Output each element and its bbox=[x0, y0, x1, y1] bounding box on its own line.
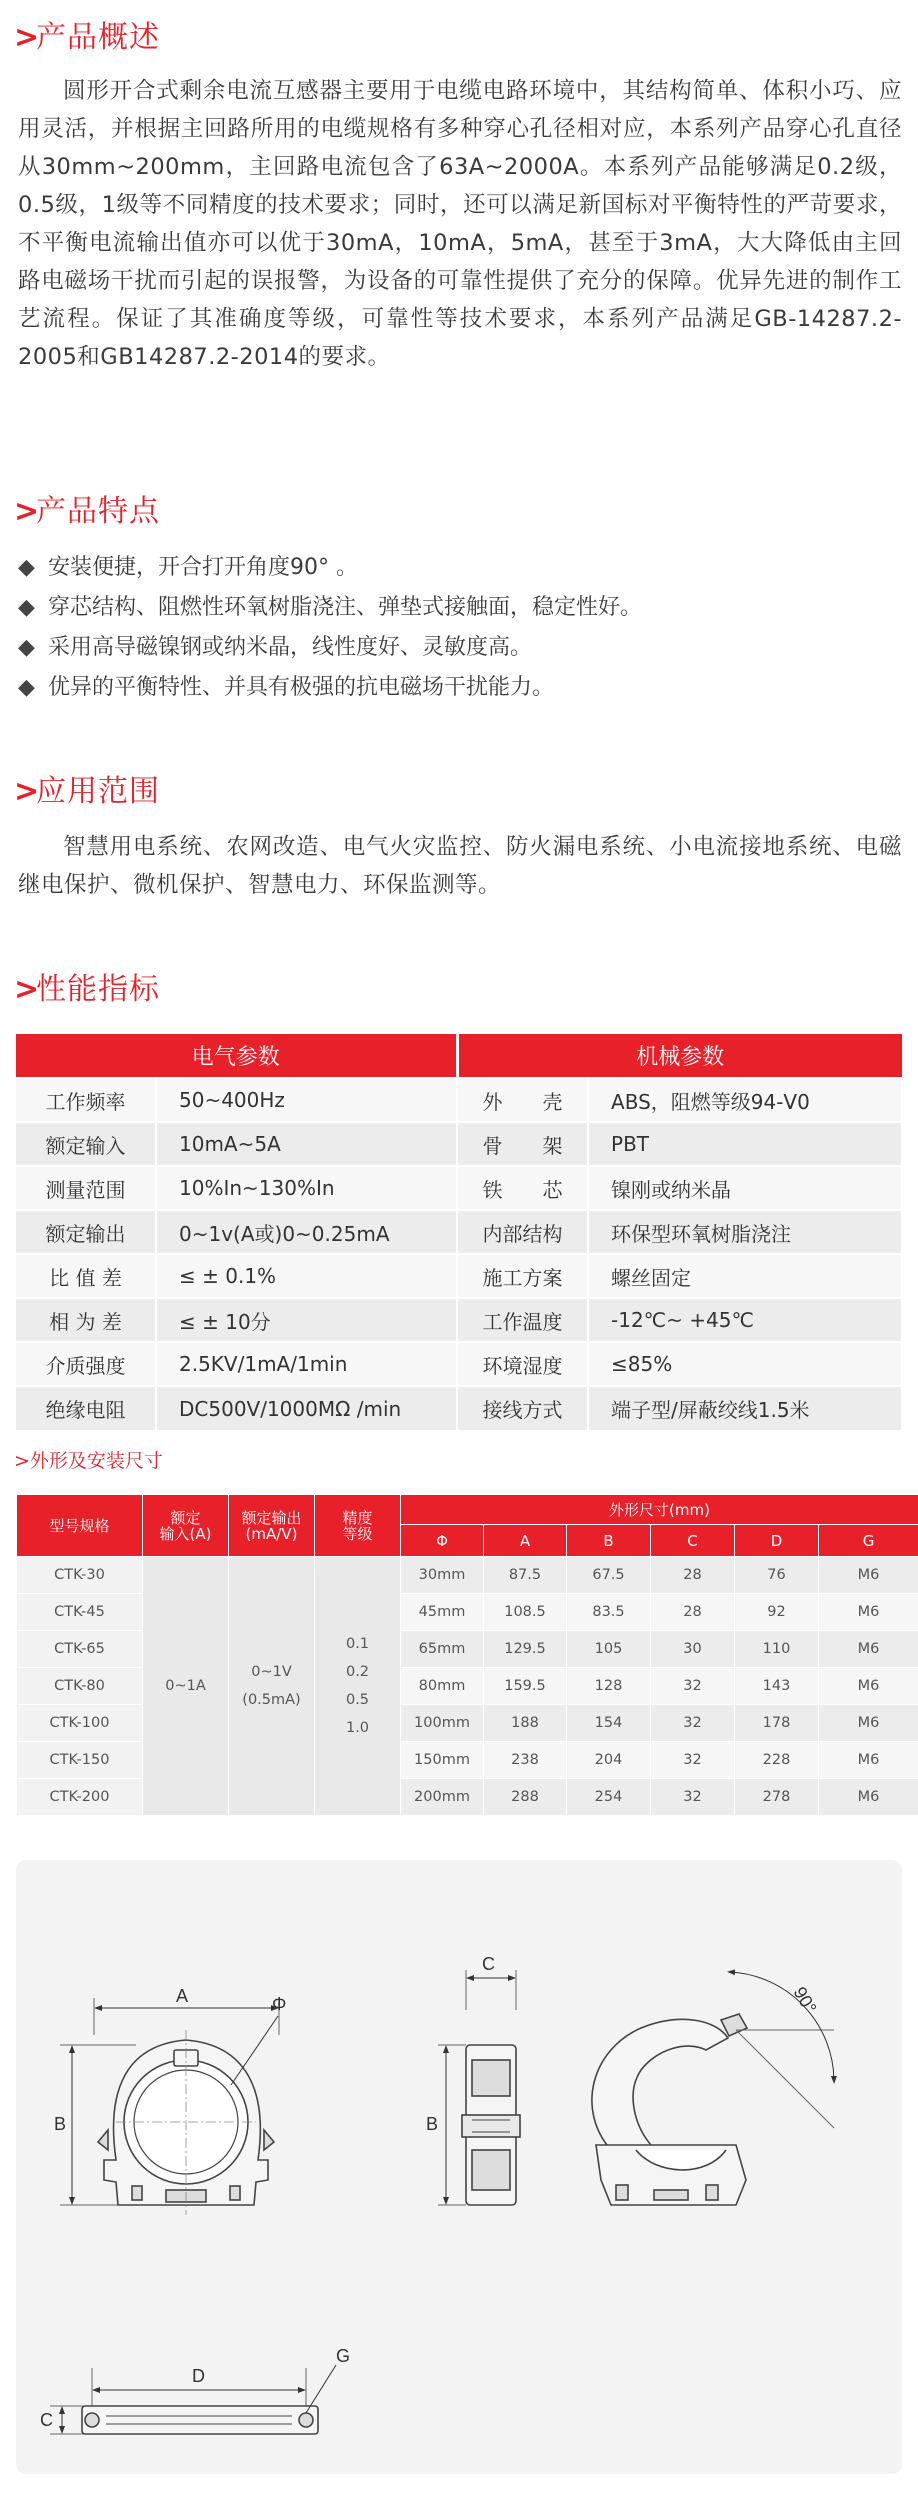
a-cell: 108.5 bbox=[484, 1594, 567, 1631]
a-cell: 238 bbox=[484, 1742, 567, 1779]
electrical-label: 相 为 差 bbox=[16, 1298, 156, 1342]
b-cell: 105 bbox=[567, 1631, 651, 1668]
d-cell: 178 bbox=[735, 1705, 819, 1742]
c-cell: 32 bbox=[651, 1779, 735, 1816]
model-cell: CTK-30 bbox=[17, 1557, 143, 1594]
label-b: B bbox=[54, 2114, 67, 2134]
c-cell: 32 bbox=[651, 1705, 735, 1742]
g-cell: M6 bbox=[819, 1557, 918, 1594]
mechanical-label: 内部结构 bbox=[457, 1210, 588, 1254]
a-cell: 288 bbox=[484, 1779, 567, 1816]
label-phi: Φ bbox=[272, 1994, 287, 2014]
performance-row bbox=[16, 1210, 902, 1254]
model-cell: CTK-80 bbox=[17, 1668, 143, 1705]
front-view bbox=[60, 1998, 279, 2215]
electrical-header: 电气参数 bbox=[16, 1034, 457, 1078]
feature-item: ◆ 采用高导磁镍钢或纳米晶，线性度好、灵敏度高。 bbox=[18, 628, 898, 668]
mechanical-label: 骨 架 bbox=[457, 1122, 588, 1166]
diamond-bullet-icon: ◆ bbox=[18, 555, 35, 580]
model-cell: CTK-65 bbox=[17, 1631, 143, 1668]
electrical-value: 2.5KV/1mA/1min bbox=[156, 1342, 457, 1386]
mechanical-value: ABS，阻燃等级94-V0 bbox=[588, 1078, 902, 1122]
electrical-value: DC500V/1000MΩ /min bbox=[156, 1386, 457, 1430]
label-angle: 90° bbox=[789, 1983, 821, 2017]
d-cell: 76 bbox=[735, 1557, 819, 1594]
col-b: B bbox=[567, 1525, 651, 1557]
accuracy-value: 0.2 bbox=[345, 1664, 370, 1680]
d-cell: 143 bbox=[735, 1668, 819, 1705]
model-cell: CTK-100 bbox=[17, 1705, 143, 1742]
col-d: D bbox=[735, 1525, 819, 1557]
label-c-bottom: C bbox=[40, 2410, 53, 2430]
mechanical-label: 工作温度 bbox=[457, 1298, 588, 1342]
label-g: G bbox=[336, 2346, 351, 2366]
rated-output-line: 0~1V bbox=[251, 1664, 292, 1680]
c-cell: 28 bbox=[651, 1594, 735, 1631]
application-text: 智慧用电系统、农网改造、电气火灾监控、防火漏电系统、小电流接地系统、电磁继电保护、微机保护、智慧电力、环保监测等。 bbox=[18, 834, 902, 898]
col-model: 型号规格 bbox=[17, 1495, 143, 1557]
mechanical-value: 镍刚或纳米晶 bbox=[588, 1166, 902, 1210]
phi-cell: 100mm bbox=[401, 1705, 484, 1742]
dimensions-subtitle: >外形及安装尺寸 bbox=[14, 1450, 163, 1472]
performance-row bbox=[16, 1386, 902, 1430]
g-cell: M6 bbox=[819, 1631, 918, 1668]
col-c: C bbox=[651, 1525, 735, 1557]
mechanical-value: 环保型环氧树脂浇注 bbox=[588, 1210, 902, 1254]
arrow-icon: > bbox=[14, 20, 41, 55]
g-cell: M6 bbox=[819, 1668, 918, 1705]
electrical-value: 0~1v(A或)0~0.25mA bbox=[156, 1210, 457, 1254]
d-cell: 228 bbox=[735, 1742, 819, 1779]
performance-row bbox=[16, 1122, 902, 1166]
diamond-bullet-icon: ◆ bbox=[18, 635, 35, 660]
d-cell: 278 bbox=[735, 1779, 819, 1816]
side-view bbox=[438, 1970, 520, 2205]
mechanical-label: 环境湿度 bbox=[457, 1342, 588, 1386]
g-cell: M6 bbox=[819, 1779, 918, 1816]
b-cell: 83.5 bbox=[567, 1594, 651, 1631]
electrical-label: 比 值 差 bbox=[16, 1254, 156, 1298]
d-cell: 92 bbox=[735, 1594, 819, 1631]
b-cell: 204 bbox=[567, 1742, 651, 1779]
a-cell: 159.5 bbox=[484, 1668, 567, 1705]
mechanical-value: ≤85% bbox=[588, 1342, 902, 1386]
col-phi: Φ bbox=[401, 1525, 484, 1557]
feature-item: ◆ 优异的平衡特性、并具有极强的抗电磁场干扰能力。 bbox=[18, 668, 898, 708]
phi-cell: 45mm bbox=[401, 1594, 484, 1631]
label-d: D bbox=[192, 2366, 205, 2386]
b-cell: 154 bbox=[567, 1705, 651, 1742]
performance-row bbox=[16, 1078, 902, 1122]
col-g: G bbox=[819, 1525, 918, 1557]
col-rated-input: 额定 输入(A) bbox=[143, 1495, 229, 1557]
col-size-group: 外形尺寸(mm) bbox=[401, 1495, 918, 1525]
rated-input-cell: 0~1A bbox=[143, 1557, 229, 1816]
mechanical-label: 施工方案 bbox=[457, 1254, 588, 1298]
installation-drawing bbox=[16, 1860, 902, 2474]
c-cell: 28 bbox=[651, 1557, 735, 1594]
col-rated-output: 额定输出 (mA/V) bbox=[229, 1495, 315, 1557]
g-cell: M6 bbox=[819, 1594, 918, 1631]
d-cell: 110 bbox=[735, 1631, 819, 1668]
electrical-value: ≤ ± 10分 bbox=[156, 1298, 457, 1342]
electrical-label: 绝缘电阻 bbox=[16, 1386, 156, 1430]
overview-title: >产品概述 bbox=[14, 20, 160, 55]
dimension-drawing-svg bbox=[16, 1860, 902, 2474]
g-cell: M6 bbox=[819, 1705, 918, 1742]
label-a: A bbox=[176, 1986, 189, 2006]
arrow-icon: > bbox=[14, 972, 41, 1007]
b-cell: 254 bbox=[567, 1779, 651, 1816]
feature-item: ◆ 穿芯结构、阻燃性环氧树脂浇注、弹垫式接触面，稳定性好。 bbox=[18, 588, 898, 628]
mechanical-header: 机械参数 bbox=[457, 1034, 902, 1078]
accuracy-value: 1.0 bbox=[345, 1720, 370, 1736]
accuracy-cell bbox=[315, 1557, 401, 1816]
rated-output-cell bbox=[229, 1557, 315, 1816]
mechanical-value: 端子型/屏蔽绞线1.5米 bbox=[588, 1386, 902, 1430]
g-cell: M6 bbox=[819, 1742, 918, 1779]
performance-row bbox=[16, 1254, 902, 1298]
accuracy-value: 0.1 bbox=[345, 1636, 370, 1652]
electrical-value: 10mA~5A bbox=[156, 1122, 457, 1166]
diamond-bullet-icon: ◆ bbox=[18, 595, 35, 620]
electrical-label: 工作频率 bbox=[16, 1078, 156, 1122]
application-title: >应用范围 bbox=[14, 774, 160, 809]
features-title: >产品特点 bbox=[14, 494, 160, 529]
phi-cell: 30mm bbox=[401, 1557, 484, 1594]
electrical-value: 10%In~130%In bbox=[156, 1166, 457, 1210]
phi-cell: 65mm bbox=[401, 1631, 484, 1668]
performance-title: >性能指标 bbox=[14, 972, 160, 1007]
model-cell: CTK-45 bbox=[17, 1594, 143, 1631]
mechanical-value: 螺丝固定 bbox=[588, 1254, 902, 1298]
b-cell: 128 bbox=[567, 1668, 651, 1705]
electrical-label: 额定输出 bbox=[16, 1210, 156, 1254]
label-b-side: B bbox=[426, 2114, 439, 2134]
col-a: A bbox=[484, 1525, 567, 1557]
overview-text: 圆形开合式剩余电流互感器主要用于电缆电路环境中，其结构简单、体积小巧、应用灵活，并根据主回路所用的电缆规格有多种穿心孔径相对应，本系列产品穿心孔直径从30mm~200mm，主回路电流包含了63A~2000A。本系列产品能够满足0.2级，0.5级，1级等不同精度的技术要求；同时，还可以满足新国标对平衡特性的严苛要求，不平衡电流输出值亦可以优于30mA，10mA，5mA，甚至于3mA，大大降低由主回路电磁场干扰而引起的误报警，为设备的可靠性提供了充分的保障。优异先进的制作工艺流程。保证了其准确度等级，可靠性等技术要求，本系列产品满足GB-14287.2-2005和GB14287.2-2014的要求。 bbox=[18, 78, 902, 370]
arrow-icon: > bbox=[14, 774, 41, 809]
model-cell: CTK-200 bbox=[17, 1779, 143, 1816]
c-cell: 32 bbox=[651, 1742, 735, 1779]
performance-row bbox=[16, 1166, 902, 1210]
performance-table bbox=[16, 1034, 903, 1430]
model-cell: CTK-150 bbox=[17, 1742, 143, 1779]
c-cell: 32 bbox=[651, 1668, 735, 1705]
electrical-value: 50~400Hz bbox=[156, 1078, 457, 1122]
accuracy-value: 0.5 bbox=[345, 1692, 370, 1708]
electrical-label: 额定输入 bbox=[16, 1122, 156, 1166]
feature-item: ◆ 安装便捷，开合打开角度90° 。 bbox=[18, 548, 898, 588]
performance-row bbox=[16, 1342, 902, 1386]
label-c-top: C bbox=[482, 1954, 495, 1974]
a-cell: 87.5 bbox=[484, 1557, 567, 1594]
mechanical-label: 接线方式 bbox=[457, 1386, 588, 1430]
phi-cell: 150mm bbox=[401, 1742, 484, 1779]
mechanical-value: PBT bbox=[588, 1122, 902, 1166]
dimension-table bbox=[16, 1494, 918, 1816]
electrical-value: ≤ ± 0.1% bbox=[156, 1254, 457, 1298]
performance-row bbox=[16, 1298, 902, 1342]
a-cell: 188 bbox=[484, 1705, 567, 1742]
electrical-label: 测量范围 bbox=[16, 1166, 156, 1210]
electrical-label: 介质强度 bbox=[16, 1342, 156, 1386]
dimension-row bbox=[17, 1557, 918, 1594]
phi-cell: 200mm bbox=[401, 1779, 484, 1816]
phi-cell: 80mm bbox=[401, 1668, 484, 1705]
rated-output-line: (0.5mA) bbox=[242, 1692, 301, 1708]
mechanical-value: -12℃~ +45℃ bbox=[588, 1298, 902, 1342]
arrow-icon: > bbox=[14, 494, 41, 529]
a-cell: 129.5 bbox=[484, 1631, 567, 1668]
b-cell: 67.5 bbox=[567, 1557, 651, 1594]
mechanical-label: 铁 芯 bbox=[457, 1166, 588, 1210]
mechanical-label: 外 壳 bbox=[457, 1078, 588, 1122]
diamond-bullet-icon: ◆ bbox=[18, 675, 35, 700]
features-list bbox=[18, 548, 898, 708]
c-cell: 30 bbox=[651, 1631, 735, 1668]
col-accuracy: 精度 等级 bbox=[315, 1495, 401, 1557]
